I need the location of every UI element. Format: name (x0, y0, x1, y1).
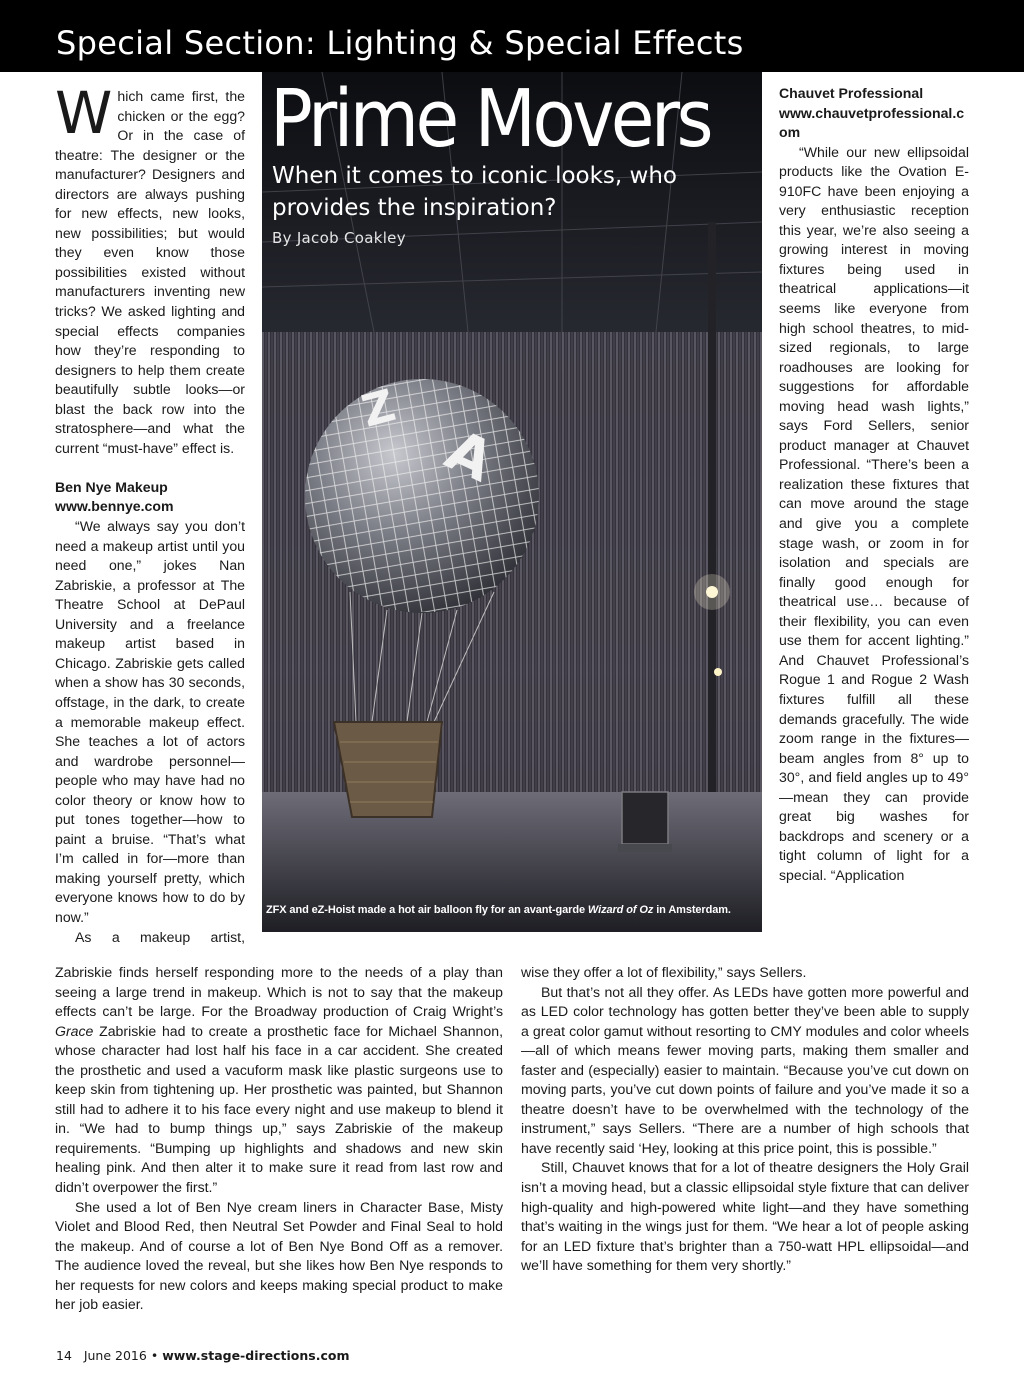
drop-cap: W (55, 79, 113, 147)
caption-location: in Amsterdam. (653, 904, 731, 916)
footer-separator: • (150, 1348, 159, 1363)
paragraph-spacer (55, 458, 245, 478)
intro-text: hich came first, the chicken or the egg? Or in the case of theatre: The designer or the manufacturer? Designers and directors are always pushing for new effects, new looks, new possibilities; but would they even know those possibilities existed without manufacturers inventing new tricks? We asked lighting and special effects companies how they’re responding to designers to help them create beautifully subtle looks—or blast the back row into the stratosphere—and what the current “must-have” effect is. (55, 88, 245, 456)
chauvet-url: www.chauvetprofessional.com (779, 104, 965, 141)
caption-text: ZFX and eZ-Hoist made a hot air balloon fly for an avant-garde (266, 904, 588, 916)
article-deck: When it comes to iconic looks, who provides the inspiration? (272, 163, 677, 221)
ben-nye-p2-text: Zabriskie finds herself responding more to the needs of a play than seeing a large trend in makeup. Which is not to say that the makeup effects can’t be large. For the Broadway production of Craig Wright’s (55, 964, 503, 1020)
left-column (55, 79, 245, 947)
ben-nye-p2-text-cont: Zabriskie had to create a prosthetic face for Michael Shannon, whose character had lost half his face in a car accident. She created the prosthetic and used a vacuform mask like plastic surgeons use to keep skin from tightening up. Her prosthetic was painted, but Shannon still had to adhere it to his face every night and use makeup to blend it in. “We had to bump things up,” says Zabriskie of the makeup requirements. “Bumping up highlights and shadows and new skin healing pink. And then alter it to make sure it read from last row and didn’t overpower the first.” (55, 1022, 503, 1196)
chauvet-paragraph-1: “While our new ellipsoidal products like the Ovation E-910FC have been enjoying a very enthusiastic reception this year, we’re also seeing a growing interest in moving fixtures being used in theatrical applications—it seems like everyone from high school theatres, to mid-sized regionals, to large roadhouses are looking for suggestions for affordable moving head wash lights,” says Ford Sellers, senior product manager at Chauvet Professional. “There’s been a realization these fixtures that can move around the stage and give you a complete stage wash, or zoom in for isolation and specials are finally good enough for theatrical use… because of their flexibility, you can even use them for accent lighting.” And Chauvet Professional’s Rogue 1 and Rogue 2 Wash fixtures fulfill all these demands gracefully. The wide zoom range in the fixtures—beam angles from 8° up to 30°, and field angles up to 49°—mean they can provide great big washes for backdrops and scenery or a tight column of light for a special. “Application (779, 143, 969, 883)
balloon-letter-a: A (436, 417, 503, 496)
ben-nye-paragraph-2-start: As a makeup artist, (75, 928, 245, 945)
ben-nye-paragraph-2 (55, 963, 503, 1198)
article-headline: Prime Movers (270, 73, 710, 165)
bottom-right-column (521, 963, 969, 1276)
ben-nye-paragraph-1: “We always say you don’t need a makeup artist until you need one,” jokes Nan Zabriskie, a professor at The Theatre School at DePaul University and a freelance makeup artist based in Chicago. Zabriskie gets called when a show has 30 seconds, offstage, in the dark, to create a memorable makeup effect. She teaches a lot of actors and wardrobe personnel—people who may have had no color theory or know how to put tones together—how to paint a bruise. “That’s what I’m called in for—more than making yourself pretty, which everyone knows how to do by now.” (55, 518, 245, 925)
website-link[interactable]: www.stage-directions.com (162, 1348, 350, 1363)
page-number: 14 (56, 1348, 72, 1363)
page-footer (56, 1348, 350, 1363)
chauvet-heading: Chauvet Professional (779, 85, 924, 101)
caption-show-title: Wizard of Oz (587, 904, 654, 916)
balloon-letter-z: Z (356, 380, 401, 438)
photo-caption (266, 904, 731, 916)
issue-date: June 2016 (83, 1348, 147, 1363)
play-title: Grace (55, 1022, 94, 1039)
ben-nye-paragraph-3: She used a lot of Ben Nye cream liners in Character Base, Misty Violet and Blood Red, then Neutral Set Powder and Final Seal to hold the makeup. And of course a lot of Ben Nye Bond Off as a remover. The audience loved the reveal, but she likes how Ben Nye responds to her requests for new colors and keeps making special product to make her job easier. (55, 1198, 503, 1313)
section-banner (0, 0, 1024, 72)
bottom-left-column (55, 963, 503, 1315)
ben-nye-url: www.bennye.com (55, 498, 174, 515)
chauvet-paragraph-3: Still, Chauvet knows that for a lot of theatre designers the Holy Grail isn’t a moving head, but a classic ellipsoidal style fixture that can deliver high-quality and high-powered white light—and they have something that’s waiting in the wings just for them. “We hear a lot of people asking for an LED fixture that’s brighter than a 750-watt HPL ellipsoidal—and we’ll have something for them very shortly.” (521, 1159, 969, 1274)
intro-paragraph (55, 79, 245, 458)
ben-nye-heading: Ben Nye Makeup (55, 478, 168, 495)
chauvet-paragraph-2: But that’s not all they offer. As LEDs have gotten more powerful and as LED color technology has gotten better they’ve been able to supply a great color gamut without resorting to CMY modules and color wheels—all of which means fewer moving parts, making them smaller and faster and (especially) easier to maintain. “Because you’ve cut down on moving parts, you’ve cut down points of failure and you’ve made it so a theatre doesn’t have to be overwhelmed with the technology of the instrument,” says Sellers. “There are a number of high schools that have recently said ‘Hey, looking at this price point, this is possible.” (521, 983, 969, 1156)
chauvet-paragraph-1-cont: wise they offer a lot of flexibility,” says Sellers. (521, 964, 807, 980)
article-byline: By Jacob Coakley (272, 229, 406, 247)
section-title: Special Section: Lighting & Special Effects (56, 24, 744, 62)
right-column (779, 84, 969, 885)
